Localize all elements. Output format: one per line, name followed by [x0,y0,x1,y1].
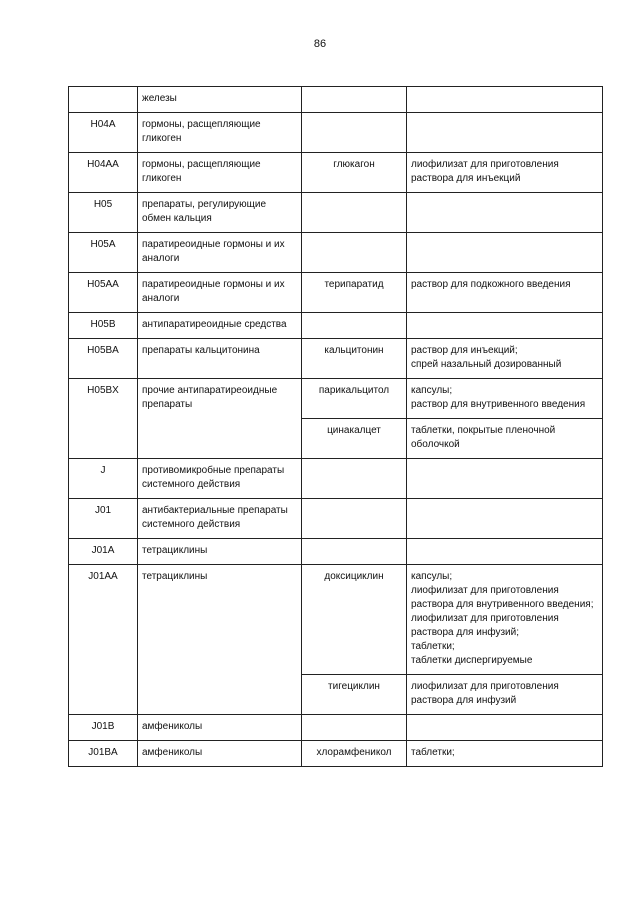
drug-name-cell [302,459,407,499]
drug-name-cell [302,499,407,539]
anatomical-group-cell: амфениколы [138,741,302,767]
dosage-form-cell [407,715,603,741]
drug-name-cell [302,313,407,339]
atc-code-cell: H05 [69,193,138,233]
dosage-form-cell [407,273,603,313]
anatomical-group-cell: гормоны, расщепляющие гликоген [138,113,302,153]
dosage-form-line: раствор для инъекций; [411,345,518,356]
anatomical-group-cell: препараты кальцитонина [138,339,302,379]
dosage-form-cell [407,675,603,715]
dosage-form-line: таблетки диспергируемые [411,655,533,666]
dosage-form-cell [407,313,603,339]
atc-code-cell: J01 [69,499,138,539]
table-row [69,193,603,233]
drug-name-cell: доксициклин [302,565,407,675]
dosage-form-cell [407,233,603,273]
anatomical-group-cell: паратиреоидные гормоны и их аналоги [138,273,302,313]
atc-code-cell: H05B [69,313,138,339]
atc-code-cell: J [69,459,138,499]
anatomical-group-cell: паратиреоидные гормоны и их аналоги [138,233,302,273]
table-row [69,379,603,419]
table-row [69,741,603,767]
atc-code-cell: H04A [69,113,138,153]
dosage-form-line: таблетки; [411,641,455,652]
dosage-form-cell [407,113,603,153]
dosage-form-line: лиофилизат для приготовления раствора для инфузий; [411,613,559,638]
dosage-form-cell [407,419,603,459]
dosage-form-cell [407,339,603,379]
table-row [69,87,603,113]
dosage-form-cell [407,153,603,193]
dosage-form-cell [407,499,603,539]
anatomical-group-cell: гормоны, расщепляющие гликоген [138,153,302,193]
anatomical-group-cell: противомикробные препараты системного действия [138,459,302,499]
drug-name-cell: терипаратид [302,273,407,313]
table-row [69,313,603,339]
page-number: 86 [313,38,327,50]
atc-code-cell: H05AA [69,273,138,313]
drug-name-cell: тигециклин [302,675,407,715]
dosage-form-line: раствор для подкожного введения [411,279,571,290]
table-row [69,459,603,499]
drug-name-cell: глюкагон [302,153,407,193]
dosage-form-cell [407,741,603,767]
drug-name-cell [302,113,407,153]
anatomical-group-cell: антибактериальные препараты системного действия [138,499,302,539]
dosage-form-cell [407,193,603,233]
atc-code-cell: J01A [69,539,138,565]
atc-code-cell: H05BA [69,339,138,379]
drug-name-cell [302,233,407,273]
table-row [69,539,603,565]
dosage-form-line: лиофилизат для приготовления раствора для внутривенного введения; [411,585,594,610]
table-row [69,113,603,153]
atc-code-cell: H05BX [69,379,138,459]
anatomical-group-cell: антипаратиреоидные средства [138,313,302,339]
anatomical-group-cell: тетрациклины [138,565,302,715]
dosage-form-line: таблетки, покрытые пленочной оболочкой [411,425,556,450]
anatomical-group-cell: препараты, регулирующие обмен кальция [138,193,302,233]
table-row [69,499,603,539]
anatomical-group-cell: прочие антипаратиреоидные препараты [138,379,302,459]
anatomical-group-cell: железы [138,87,302,113]
anatomical-group-cell: амфениколы [138,715,302,741]
dosage-form-cell [407,565,603,675]
dosage-form-line: спрей назальный дозированный [411,359,562,370]
table-row [69,153,603,193]
dosage-form-line: лиофилизат для приготовления раствора для инфузий [411,681,559,706]
drug-name-cell: кальцитонин [302,339,407,379]
atc-code-cell: H05A [69,233,138,273]
dosage-form-cell [407,539,603,565]
atc-code-cell: J01AA [69,565,138,715]
drug-name-cell: хлорамфеникол [302,741,407,767]
table-row [69,273,603,313]
table-row [69,339,603,379]
atc-code-cell [69,87,138,113]
table-row [69,233,603,273]
atc-code-cell: H04AA [69,153,138,193]
drug-name-cell [302,193,407,233]
table-row [69,715,603,741]
drug-name-cell: цинакалцет [302,419,407,459]
dosage-form-line: лиофилизат для приготовления раствора для инъекций [411,159,559,184]
drug-name-cell: парикальцитол [302,379,407,419]
atc-code-cell: J01B [69,715,138,741]
drug-name-cell [302,715,407,741]
drug-classification-table [68,86,603,767]
table-row [69,565,603,675]
dosage-form-cell [407,459,603,499]
atc-code-cell: J01BA [69,741,138,767]
drug-name-cell [302,539,407,565]
drug-name-cell [302,87,407,113]
dosage-form-line: капсулы; [411,571,453,582]
anatomical-group-cell: тетрациклины [138,539,302,565]
dosage-form-line: раствор для внутривенного введения [411,399,586,410]
dosage-form-line: капсулы; [411,385,453,396]
dosage-form-cell [407,379,603,419]
dosage-form-cell [407,87,603,113]
dosage-form-line: таблетки; [411,747,455,758]
